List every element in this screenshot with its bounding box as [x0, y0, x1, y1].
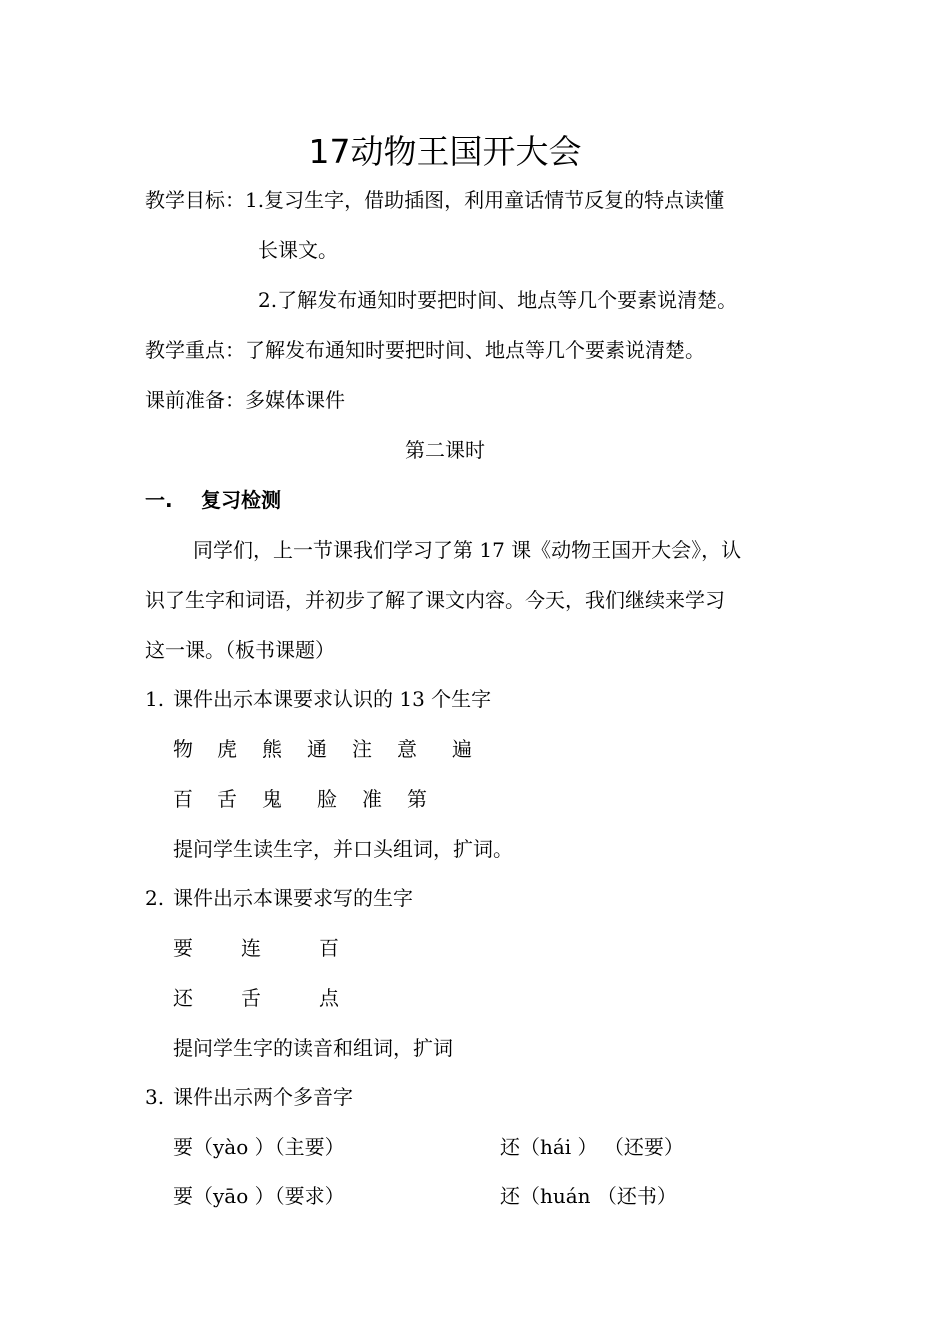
char: 百 — [319, 936, 339, 960]
list-item-2-number: 2. — [145, 886, 165, 910]
char: 脸 — [317, 787, 337, 811]
write-char-row-2 — [173, 984, 349, 1012]
key-point: 教学重点：了解发布通知时要把时间、地点等几个要素说清楚。 — [145, 338, 705, 362]
char: 准 — [362, 787, 382, 811]
char: 通 — [307, 737, 327, 761]
char: 还 — [173, 986, 193, 1010]
section-heading — [145, 486, 281, 514]
char: 舌 — [241, 986, 261, 1010]
list-item-2-note: 提问学生字的读音和组词，扩词 — [173, 1036, 453, 1060]
list-item-1-number: 1. — [145, 687, 165, 711]
char: 连 — [241, 936, 261, 960]
polyphone-huan: 还（huán （还书） — [500, 1184, 677, 1208]
objective-item2: 2.了解发布通知时要把时间、地点等几个要素说清楚。 — [258, 288, 738, 312]
char: 熊 — [262, 737, 282, 761]
polyphone-yao-4: 要（yào ）（主要） — [173, 1135, 345, 1159]
polyphone-yao-1: 要（yāo ）（要求） — [173, 1184, 345, 1208]
objective-item1: 1.复习生字，借助插图，利用童话情节反复的特点读懂 — [245, 188, 725, 212]
lesson-period: 第二课时 — [405, 438, 485, 462]
polyphone-hai: 还（hái ） （还要） — [500, 1135, 684, 1159]
char: 鬼 — [262, 787, 282, 811]
char-row-2 — [173, 785, 437, 813]
objectives-label: 教学目标： — [145, 188, 245, 212]
char: 点 — [319, 986, 339, 1010]
intro-line1: 同学们，上一节课我们学习了第 17 课《动物王国开大会》，认 — [193, 538, 742, 562]
intro-line3: 这一课。（板书课题） — [145, 638, 335, 662]
char-row-1 — [173, 735, 482, 763]
list-item-2 — [145, 884, 413, 912]
char: 第 — [407, 787, 427, 811]
write-char-row-1 — [173, 934, 349, 962]
char: 意 — [397, 737, 417, 761]
char: 注 — [352, 737, 372, 761]
char: 舌 — [217, 787, 237, 811]
objectives-line1 — [145, 186, 724, 214]
char: 百 — [173, 787, 193, 811]
list-item-1-note: 提问学生读生字，并口头组词，扩词。 — [173, 837, 513, 861]
char: 物 — [173, 737, 193, 761]
page-title: 17动物王国开大会 — [308, 132, 582, 171]
list-item-2-text: 课件出示本课要求写的生字 — [173, 886, 413, 910]
lesson-prep: 课前准备：多媒体课件 — [145, 388, 345, 412]
section-number: 一. — [145, 488, 173, 512]
list-item-1-text: 课件出示本课要求认识的 13 个生字 — [173, 687, 492, 711]
list-item-3 — [145, 1083, 353, 1111]
intro-line2: 识了生字和词语，并初步了解了课文内容。今天，我们继续来学习 — [145, 588, 725, 612]
list-item-1 — [145, 685, 491, 713]
list-item-3-number: 3. — [145, 1085, 165, 1109]
list-item-3-text: 课件出示两个多音字 — [173, 1085, 353, 1109]
char: 虎 — [217, 737, 237, 761]
objective-item1-cont: 长课文。 — [258, 238, 338, 262]
char: 遍 — [452, 737, 472, 761]
char: 要 — [173, 936, 193, 960]
section-title: 复习检测 — [201, 488, 281, 512]
